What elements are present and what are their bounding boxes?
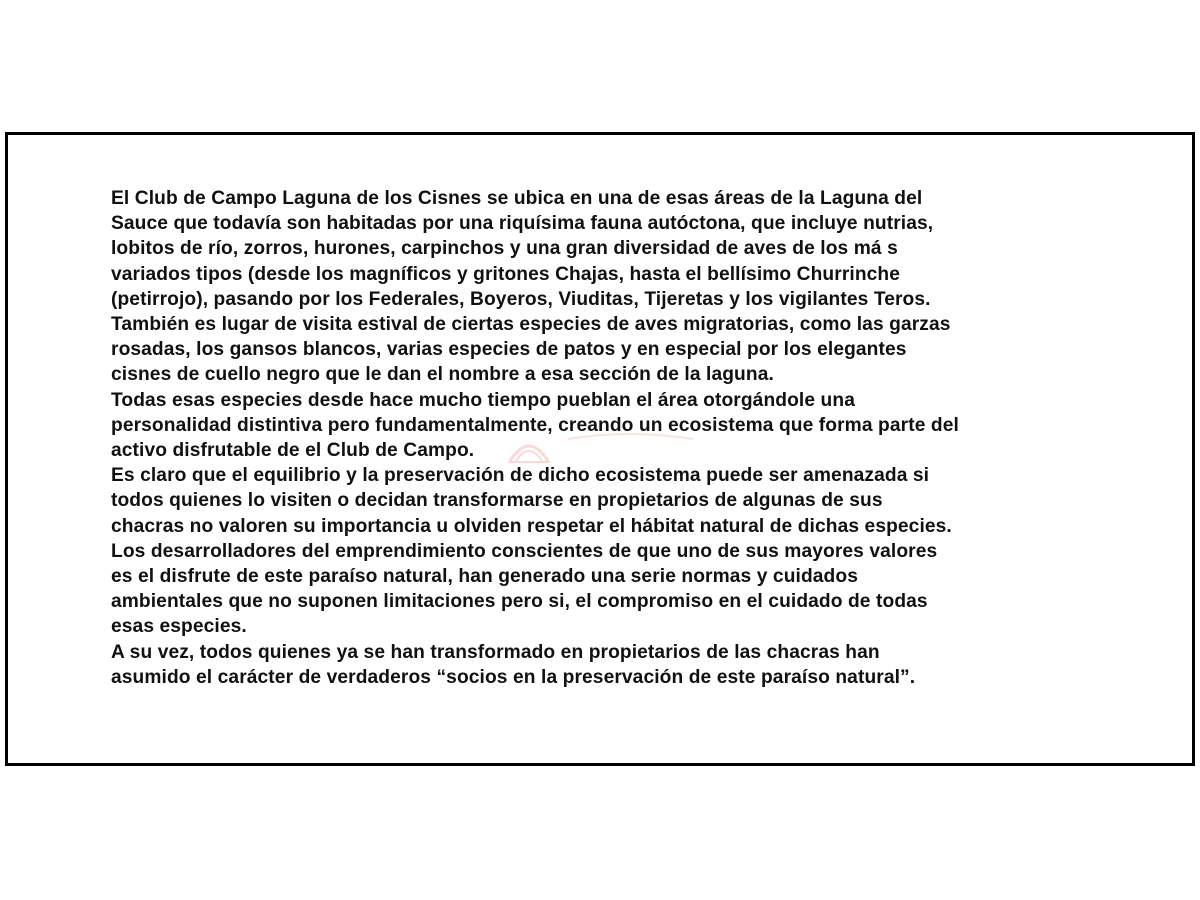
text-line: (petirrojo), pasando por los Federales, Boyeros, Viuditas, Tijeretas y los vigilantes Teros. bbox=[111, 288, 931, 310]
text-frame bbox=[5, 132, 1195, 766]
text-line: Es claro que el equilibrio y la preservación de dicho ecosistema puede ser amenazada si bbox=[111, 465, 930, 487]
text-line: El Club de Campo Laguna de los Cisnes se ubica en una de esas áreas de la Laguna del bbox=[111, 188, 923, 209]
body-text bbox=[111, 186, 1091, 690]
text-line: Sauce que todavía son habitadas por una riquísima fauna autóctona, que incluye nutrias, bbox=[111, 213, 934, 235]
text-line: ambientales que no suponen limitaciones pero si, el compromiso en el cuidado de todas bbox=[111, 591, 928, 613]
text-line: rosadas, los gansos blancos, varias especies de patos y en especial por los elegantes bbox=[111, 339, 907, 361]
text-line: Los desarrolladores del emprendimiento conscientes de que uno de sus mayores valores bbox=[111, 540, 938, 562]
text-line: esas especies. bbox=[111, 616, 247, 638]
text-line: activo disfrutable de el Club de Campo. bbox=[111, 440, 475, 462]
text-line: También es lugar de visita estival de ciertas especies de aves migratorias, como las garzas bbox=[111, 314, 951, 336]
text-line: Todas esas especies desde hace mucho tiempo pueblan el área otorgándole una bbox=[111, 389, 855, 411]
text-line: chacras no valoren su importancia u olviden respetar el hábitat natural de dichas especies. bbox=[111, 515, 952, 537]
text-line: A su vez, todos quienes ya se han transformado en propietarios de las chacras han bbox=[111, 641, 880, 663]
text-line: personalidad distintiva pero fundamentalmente, creando un ecosistema que forma parte del bbox=[111, 414, 959, 436]
text-line: es el disfrute de este paraíso natural, han generado una serie normas y cuidados bbox=[111, 566, 858, 588]
text-line: lobitos de río, zorros, hurones, carpinchos y una gran diversidad de aves de los má s bbox=[111, 238, 898, 260]
text-line: variados tipos (desde los magníficos y gritones Chajas, hasta el bellísimo Churrinche bbox=[111, 263, 901, 285]
text-line: asumido el carácter de verdaderos “socios en la preservación de este paraíso natural”. bbox=[111, 666, 916, 688]
text-line: cisnes de cuello negro que le dan el nombre a esa sección de la laguna. bbox=[111, 364, 774, 386]
text-line: todos quienes lo visiten o decidan transformarse en propietarios de algunas de sus bbox=[111, 490, 883, 512]
